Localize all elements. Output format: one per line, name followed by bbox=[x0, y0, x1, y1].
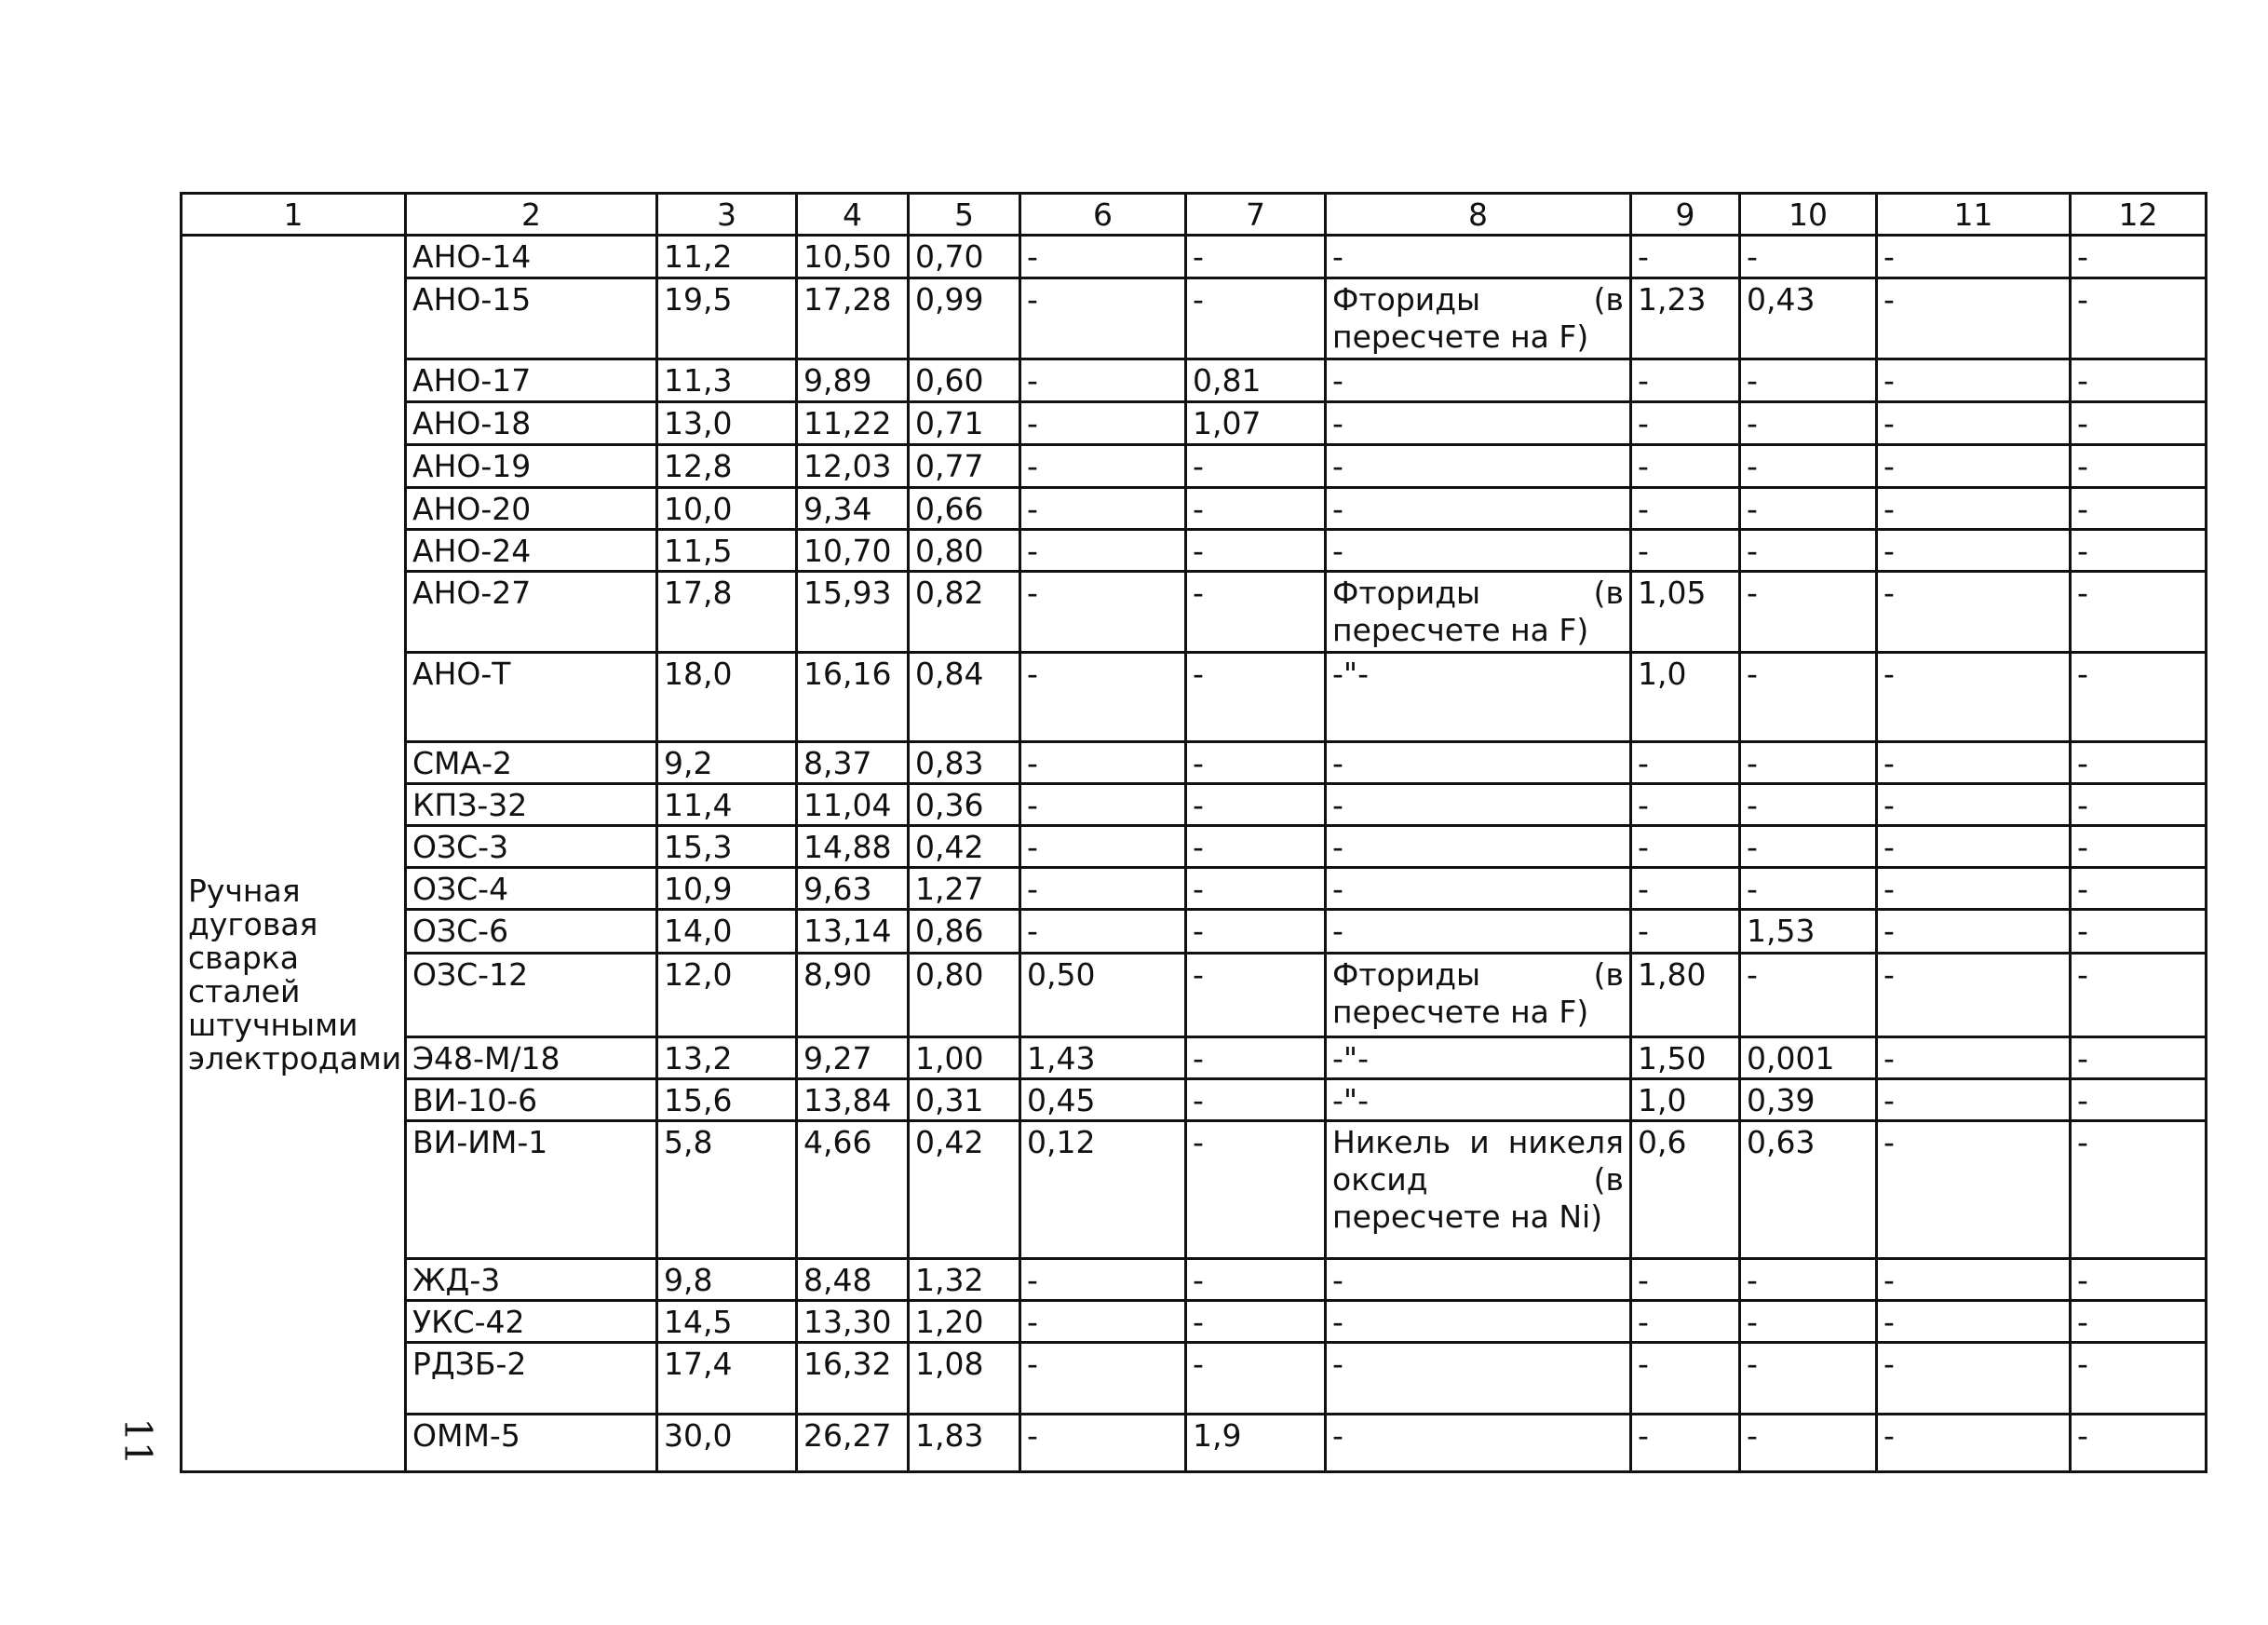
cell-col-5: 0,36 bbox=[909, 784, 1020, 826]
cell-col-5: 0,83 bbox=[909, 742, 1020, 784]
cell-col-7: - bbox=[1186, 530, 1326, 572]
cell-col-7: 1,9 bbox=[1186, 1415, 1326, 1472]
cell-col-10: - bbox=[1740, 954, 1877, 1037]
cell-col-3: 17,4 bbox=[657, 1343, 797, 1415]
cell-col-5: 0,60 bbox=[909, 359, 1020, 402]
table-row bbox=[182, 530, 2207, 572]
cell-col-3: 13,2 bbox=[657, 1037, 797, 1079]
cell-col-9: - bbox=[1631, 402, 1740, 445]
cell-col-9: - bbox=[1631, 488, 1740, 530]
cell-col-2: АНО-18 bbox=[406, 402, 657, 445]
cell-col-10: 0,43 bbox=[1740, 278, 1877, 359]
cell-col-7: - bbox=[1186, 742, 1326, 784]
cell-col-3: 13,0 bbox=[657, 402, 797, 445]
cell-col-5: 0,80 bbox=[909, 954, 1020, 1037]
cell-col-11: - bbox=[1877, 653, 2071, 742]
cell-col-6: - bbox=[1020, 1415, 1186, 1472]
cell-col-9: 1,23 bbox=[1631, 278, 1740, 359]
cell-col-11: - bbox=[1877, 784, 2071, 826]
header-col-10: 10 bbox=[1740, 194, 1877, 236]
cell-col-6: - bbox=[1020, 530, 1186, 572]
cell-col-11: - bbox=[1877, 278, 2071, 359]
header-col-5: 5 bbox=[909, 194, 1020, 236]
cell-col-8: - bbox=[1326, 530, 1631, 572]
cell-col-12: - bbox=[2071, 488, 2207, 530]
cell-col-12: - bbox=[2071, 653, 2207, 742]
cell-col-7: - bbox=[1186, 278, 1326, 359]
cell-col-11: - bbox=[1877, 445, 2071, 488]
cell-col-6: 1,43 bbox=[1020, 1037, 1186, 1079]
cell-col-8: - bbox=[1326, 826, 1631, 868]
cell-col-7: - bbox=[1186, 653, 1326, 742]
cell-col-4: 8,48 bbox=[797, 1259, 909, 1301]
cell-col-11: - bbox=[1877, 1259, 2071, 1301]
cell-col-4: 8,37 bbox=[797, 742, 909, 784]
cell-col-11: - bbox=[1877, 488, 2071, 530]
header-col-11: 11 bbox=[1877, 194, 2071, 236]
cell-col-4: 16,32 bbox=[797, 1343, 909, 1415]
cell-col-2: ВИ-10-6 bbox=[406, 1079, 657, 1121]
cell-col-4: 10,70 bbox=[797, 530, 909, 572]
cell-col-9: - bbox=[1631, 1343, 1740, 1415]
cell-col-9: - bbox=[1631, 1415, 1740, 1472]
cell-col-7: - bbox=[1186, 954, 1326, 1037]
table-row bbox=[182, 1259, 2207, 1301]
cell-col-8: Фториды (в пересчете на F) bbox=[1326, 278, 1631, 359]
cell-col-9: 1,80 bbox=[1631, 954, 1740, 1037]
cell-col-8: - bbox=[1326, 868, 1631, 910]
cell-col-3: 14,0 bbox=[657, 910, 797, 954]
cell-col-3: 14,5 bbox=[657, 1301, 797, 1343]
cell-col-12: - bbox=[2071, 1259, 2207, 1301]
cell-col-12: - bbox=[2071, 742, 2207, 784]
cell-col-7: - bbox=[1186, 826, 1326, 868]
cell-col-10: - bbox=[1740, 236, 1877, 278]
cell-col-6: - bbox=[1020, 1343, 1186, 1415]
page-number: 11 bbox=[115, 1417, 159, 1466]
cell-col-2: АНО-Т bbox=[406, 653, 657, 742]
cell-col-7: - bbox=[1186, 236, 1326, 278]
cell-col-3: 11,4 bbox=[657, 784, 797, 826]
cell-col-10: - bbox=[1740, 1259, 1877, 1301]
cell-col-9: - bbox=[1631, 445, 1740, 488]
cell-col-8: Никель и никеля оксид (в пересчете на Ni) bbox=[1326, 1121, 1631, 1259]
cell-col-5: 1,32 bbox=[909, 1259, 1020, 1301]
cell-col-10: - bbox=[1740, 742, 1877, 784]
cell-col-4: 15,93 bbox=[797, 572, 909, 653]
cell-col-3: 10,0 bbox=[657, 488, 797, 530]
cell-col-6: - bbox=[1020, 488, 1186, 530]
cell-col-2: АНО-19 bbox=[406, 445, 657, 488]
cell-col-5: 0,71 bbox=[909, 402, 1020, 445]
cell-col-12: - bbox=[2071, 1415, 2207, 1472]
cell-col-8: -"- bbox=[1326, 653, 1631, 742]
cell-col-3: 9,8 bbox=[657, 1259, 797, 1301]
cell-col-12: - bbox=[2071, 826, 2207, 868]
cell-col-5: 0,86 bbox=[909, 910, 1020, 954]
cell-col-2: ОММ-5 bbox=[406, 1415, 657, 1472]
cell-col-5: 0,31 bbox=[909, 1079, 1020, 1121]
table-row bbox=[182, 910, 2207, 954]
table-row bbox=[182, 359, 2207, 402]
cell-col-3: 12,0 bbox=[657, 954, 797, 1037]
cell-col-9: - bbox=[1631, 530, 1740, 572]
cell-col-10: - bbox=[1740, 1343, 1877, 1415]
header-row bbox=[182, 194, 2207, 236]
header-col-2: 2 bbox=[406, 194, 657, 236]
table-row bbox=[182, 445, 2207, 488]
cell-col-10: 1,53 bbox=[1740, 910, 1877, 954]
cell-col-9: 1,0 bbox=[1631, 1079, 1740, 1121]
header-col-7: 7 bbox=[1186, 194, 1326, 236]
cell-col-5: 1,20 bbox=[909, 1301, 1020, 1343]
cell-col-4: 9,89 bbox=[797, 359, 909, 402]
cell-col-3: 11,3 bbox=[657, 359, 797, 402]
cell-col-3: 5,8 bbox=[657, 1121, 797, 1259]
cell-col-4: 16,16 bbox=[797, 653, 909, 742]
cell-col-4: 12,03 bbox=[797, 445, 909, 488]
cell-col-3: 17,8 bbox=[657, 572, 797, 653]
cell-col-7: - bbox=[1186, 868, 1326, 910]
cell-col-12: - bbox=[2071, 910, 2207, 954]
cell-col-2: ОЗС-3 bbox=[406, 826, 657, 868]
cell-col-7: - bbox=[1186, 910, 1326, 954]
cell-col-8: - bbox=[1326, 910, 1631, 954]
cell-col-8: - bbox=[1326, 742, 1631, 784]
cell-col-12: - bbox=[2071, 1343, 2207, 1415]
cell-col-4: 9,34 bbox=[797, 488, 909, 530]
cell-col-10: - bbox=[1740, 572, 1877, 653]
cell-col-4: 9,63 bbox=[797, 868, 909, 910]
cell-col-3: 10,9 bbox=[657, 868, 797, 910]
cell-col-2: АНО-15 bbox=[406, 278, 657, 359]
cell-col-12: - bbox=[2071, 784, 2207, 826]
cell-col-10: - bbox=[1740, 826, 1877, 868]
cell-col-2: АНО-24 bbox=[406, 530, 657, 572]
cell-col-10: - bbox=[1740, 530, 1877, 572]
cell-col-8: -"- bbox=[1326, 1079, 1631, 1121]
cell-col-6: - bbox=[1020, 236, 1186, 278]
cell-col-9: - bbox=[1631, 236, 1740, 278]
cell-col-6: - bbox=[1020, 1259, 1186, 1301]
table-row bbox=[182, 954, 2207, 1037]
cell-col-10: 0,001 bbox=[1740, 1037, 1877, 1079]
table-row bbox=[182, 653, 2207, 742]
cell-col-6: - bbox=[1020, 910, 1186, 954]
cell-col-11: - bbox=[1877, 1415, 2071, 1472]
cell-col-10: - bbox=[1740, 488, 1877, 530]
cell-col-3: 12,8 bbox=[657, 445, 797, 488]
cell-col-4: 17,28 bbox=[797, 278, 909, 359]
cell-col-11: - bbox=[1877, 572, 2071, 653]
cell-col-7: - bbox=[1186, 1037, 1326, 1079]
cell-col-7: - bbox=[1186, 1079, 1326, 1121]
cell-col-4: 26,27 bbox=[797, 1415, 909, 1472]
cell-col-9: - bbox=[1631, 910, 1740, 954]
cell-col-10: - bbox=[1740, 653, 1877, 742]
cell-col-12: - bbox=[2071, 278, 2207, 359]
cell-col-10: - bbox=[1740, 402, 1877, 445]
cell-col-3: 9,2 bbox=[657, 742, 797, 784]
cell-col-8: - bbox=[1326, 488, 1631, 530]
cell-col-5: 1,00 bbox=[909, 1037, 1020, 1079]
cell-col-10: - bbox=[1740, 868, 1877, 910]
cell-col-8: - bbox=[1326, 1343, 1631, 1415]
cell-col-3: 11,2 bbox=[657, 236, 797, 278]
cell-col-11: - bbox=[1877, 359, 2071, 402]
cell-col-12: - bbox=[2071, 1121, 2207, 1259]
cell-col-12: - bbox=[2071, 868, 2207, 910]
cell-col-5: 0,66 bbox=[909, 488, 1020, 530]
cell-col-6: - bbox=[1020, 742, 1186, 784]
cell-col-2: ОЗС-4 bbox=[406, 868, 657, 910]
cell-col-8: - bbox=[1326, 1415, 1631, 1472]
cell-col-8: - bbox=[1326, 236, 1631, 278]
cell-col-10: 0,39 bbox=[1740, 1079, 1877, 1121]
cell-col-11: - bbox=[1877, 1121, 2071, 1259]
cell-col-2: ЖД-3 bbox=[406, 1259, 657, 1301]
table-row bbox=[182, 868, 2207, 910]
cell-col-6: - bbox=[1020, 278, 1186, 359]
cell-col-2: АНО-14 bbox=[406, 236, 657, 278]
cell-col-11: - bbox=[1877, 1343, 2071, 1415]
cell-col-9: - bbox=[1631, 826, 1740, 868]
cell-col-2: ВИ-ИМ-1 bbox=[406, 1121, 657, 1259]
cell-col-8: - bbox=[1326, 1301, 1631, 1343]
table-row bbox=[182, 278, 2207, 359]
cell-col-6: 0,12 bbox=[1020, 1121, 1186, 1259]
cell-col-7: 1,07 bbox=[1186, 402, 1326, 445]
header-col-6: 6 bbox=[1020, 194, 1186, 236]
cell-col-2: КПЗ-32 bbox=[406, 784, 657, 826]
cell-col-4: 13,30 bbox=[797, 1301, 909, 1343]
table-row bbox=[182, 1037, 2207, 1079]
cell-col-7: - bbox=[1186, 1259, 1326, 1301]
cell-col-12: - bbox=[2071, 359, 2207, 402]
cell-col-3: 18,0 bbox=[657, 653, 797, 742]
cell-col-11: - bbox=[1877, 910, 2071, 954]
table-row bbox=[182, 488, 2207, 530]
cell-col-2: ОЗС-12 bbox=[406, 954, 657, 1037]
cell-col-6: - bbox=[1020, 359, 1186, 402]
cell-col-12: - bbox=[2071, 236, 2207, 278]
table-row bbox=[182, 1343, 2207, 1415]
cell-col-4: 8,90 bbox=[797, 954, 909, 1037]
cell-col-7: - bbox=[1186, 1121, 1326, 1259]
cell-col-8: Фториды (в пересчете на F) bbox=[1326, 572, 1631, 653]
cell-col-12: - bbox=[2071, 445, 2207, 488]
cell-col-12: - bbox=[2071, 1301, 2207, 1343]
cell-col-6: 0,50 bbox=[1020, 954, 1186, 1037]
cell-col-4: 13,84 bbox=[797, 1079, 909, 1121]
cell-col-10: - bbox=[1740, 1301, 1877, 1343]
cell-col-11: - bbox=[1877, 742, 2071, 784]
cell-col-11: - bbox=[1877, 1079, 2071, 1121]
cell-col-10: 0,63 bbox=[1740, 1121, 1877, 1259]
cell-col-10: - bbox=[1740, 784, 1877, 826]
cell-col-9: 0,6 bbox=[1631, 1121, 1740, 1259]
cell-col-7: - bbox=[1186, 784, 1326, 826]
cell-col-4: 9,27 bbox=[797, 1037, 909, 1079]
cell-col-8: -"- bbox=[1326, 1037, 1631, 1079]
cell-col-8: - bbox=[1326, 445, 1631, 488]
cell-col-11: - bbox=[1877, 236, 2071, 278]
cell-col-3: 19,5 bbox=[657, 278, 797, 359]
cell-col-2: АНО-20 bbox=[406, 488, 657, 530]
cell-col-9: - bbox=[1631, 784, 1740, 826]
cell-col-9: - bbox=[1631, 359, 1740, 402]
cell-col-6: - bbox=[1020, 445, 1186, 488]
cell-col-7: - bbox=[1186, 1343, 1326, 1415]
cell-col-3: 15,6 bbox=[657, 1079, 797, 1121]
cell-col-12: - bbox=[2071, 402, 2207, 445]
table-row bbox=[182, 572, 2207, 653]
cell-col-11: - bbox=[1877, 1301, 2071, 1343]
cell-col-4: 14,88 bbox=[797, 826, 909, 868]
cell-col-11: - bbox=[1877, 402, 2071, 445]
cell-col-8: Фториды (в пересчете на F) bbox=[1326, 954, 1631, 1037]
cell-col-5: 0,77 bbox=[909, 445, 1020, 488]
cell-col-2: СМА-2 bbox=[406, 742, 657, 784]
cell-col-9: - bbox=[1631, 868, 1740, 910]
table-row bbox=[182, 236, 2207, 278]
cell-col-7: - bbox=[1186, 488, 1326, 530]
cell-col-7: 0,81 bbox=[1186, 359, 1326, 402]
cell-col-7: - bbox=[1186, 572, 1326, 653]
cell-col-6: - bbox=[1020, 1301, 1186, 1343]
emissions-table bbox=[180, 192, 2207, 1473]
cell-col-6: - bbox=[1020, 826, 1186, 868]
cell-col-2: АНО-17 bbox=[406, 359, 657, 402]
cell-col-2: РДЗБ-2 bbox=[406, 1343, 657, 1415]
table-row bbox=[182, 742, 2207, 784]
table-row bbox=[182, 1301, 2207, 1343]
cell-col-7: - bbox=[1186, 1301, 1326, 1343]
header-col-1: 1 bbox=[182, 194, 406, 236]
cell-col-5: 0,80 bbox=[909, 530, 1020, 572]
cell-col-8: - bbox=[1326, 359, 1631, 402]
cell-col-5: 0,42 bbox=[909, 826, 1020, 868]
cell-col-6: - bbox=[1020, 784, 1186, 826]
cell-col-10: - bbox=[1740, 1415, 1877, 1472]
cell-col-4: 11,22 bbox=[797, 402, 909, 445]
cell-col-12: - bbox=[2071, 1037, 2207, 1079]
cell-col-4: 4,66 bbox=[797, 1121, 909, 1259]
cell-col-6: 0,45 bbox=[1020, 1079, 1186, 1121]
cell-col-5: 0,82 bbox=[909, 572, 1020, 653]
cell-col-12: - bbox=[2071, 572, 2207, 653]
table-row bbox=[182, 1415, 2207, 1472]
cell-col-2: ОЗС-6 bbox=[406, 910, 657, 954]
cell-col-6: - bbox=[1020, 653, 1186, 742]
cell-col-2: УКС-42 bbox=[406, 1301, 657, 1343]
cell-col-6: - bbox=[1020, 402, 1186, 445]
table-row bbox=[182, 1079, 2207, 1121]
cell-col-7: - bbox=[1186, 445, 1326, 488]
cell-col-9: - bbox=[1631, 1301, 1740, 1343]
cell-col-5: 0,84 bbox=[909, 653, 1020, 742]
cell-col-11: - bbox=[1877, 530, 2071, 572]
header-col-9: 9 bbox=[1631, 194, 1740, 236]
header-col-8: 8 bbox=[1326, 194, 1631, 236]
cell-col-4: 13,14 bbox=[797, 910, 909, 954]
cell-col-3: 30,0 bbox=[657, 1415, 797, 1472]
cell-col-3: 15,3 bbox=[657, 826, 797, 868]
table-row bbox=[182, 826, 2207, 868]
header-col-12: 12 bbox=[2071, 194, 2207, 236]
cell-col-5: 1,83 bbox=[909, 1415, 1020, 1472]
cell-col-9: 1,0 bbox=[1631, 653, 1740, 742]
cell-col-11: - bbox=[1877, 868, 2071, 910]
table-row bbox=[182, 784, 2207, 826]
header-col-4: 4 bbox=[797, 194, 909, 236]
process-name-cell: Ручная дуговая сварка сталей штучными электродами bbox=[182, 236, 406, 1472]
cell-col-5: 0,99 bbox=[909, 278, 1020, 359]
cell-col-12: - bbox=[2071, 954, 2207, 1037]
cell-col-8: - bbox=[1326, 784, 1631, 826]
table-body bbox=[182, 236, 2207, 1472]
cell-col-3: 11,5 bbox=[657, 530, 797, 572]
cell-col-9: 1,05 bbox=[1631, 572, 1740, 653]
cell-col-6: - bbox=[1020, 572, 1186, 653]
cell-col-5: 1,08 bbox=[909, 1343, 1020, 1415]
cell-col-5: 0,42 bbox=[909, 1121, 1020, 1259]
cell-col-11: - bbox=[1877, 826, 2071, 868]
cell-col-10: - bbox=[1740, 359, 1877, 402]
cell-col-8: - bbox=[1326, 1259, 1631, 1301]
table-row bbox=[182, 1121, 2207, 1259]
cell-col-6: - bbox=[1020, 868, 1186, 910]
header-col-3: 3 bbox=[657, 194, 797, 236]
cell-col-9: - bbox=[1631, 1259, 1740, 1301]
cell-col-5: 0,70 bbox=[909, 236, 1020, 278]
cell-col-12: - bbox=[2071, 1079, 2207, 1121]
cell-col-10: - bbox=[1740, 445, 1877, 488]
cell-col-8: - bbox=[1326, 402, 1631, 445]
table-row bbox=[182, 402, 2207, 445]
cell-col-4: 10,50 bbox=[797, 236, 909, 278]
cell-col-5: 1,27 bbox=[909, 868, 1020, 910]
cell-col-4: 11,04 bbox=[797, 784, 909, 826]
cell-col-11: - bbox=[1877, 954, 2071, 1037]
cell-col-9: 1,50 bbox=[1631, 1037, 1740, 1079]
cell-col-11: - bbox=[1877, 1037, 2071, 1079]
cell-col-9: - bbox=[1631, 742, 1740, 784]
cell-col-12: - bbox=[2071, 530, 2207, 572]
cell-col-2: АНО-27 bbox=[406, 572, 657, 653]
cell-col-2: Э48-М/18 bbox=[406, 1037, 657, 1079]
